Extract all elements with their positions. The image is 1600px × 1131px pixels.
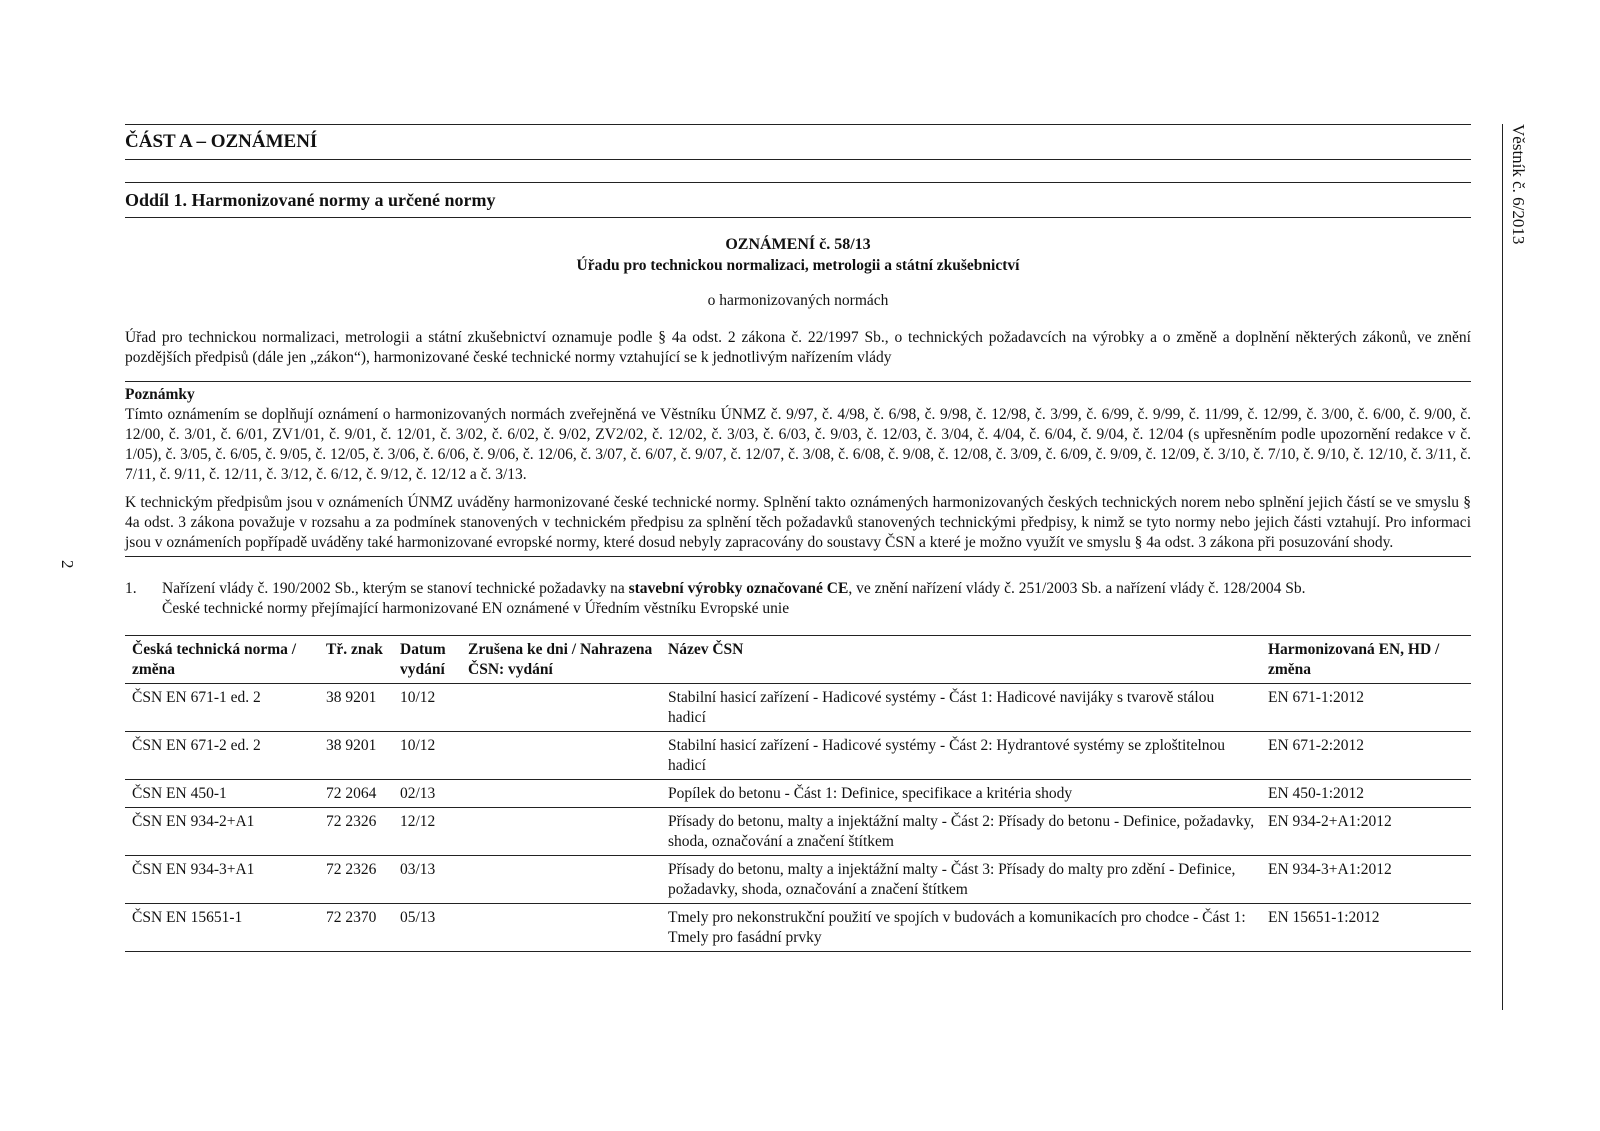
notes-block — [125, 381, 1471, 556]
cell-cancelled — [461, 856, 661, 904]
cell-date: 12/12 — [393, 808, 461, 856]
part-title: ČÁST A – OZNÁMENÍ — [125, 131, 318, 152]
cell-name: Tmely pro nekonstrukční použití ve spojích v budovách a komunikacích pro chodce - Část 1: Tmely pro fasádní prvky — [661, 904, 1261, 952]
cell-harmonized: EN 934-3+A1:2012 — [1261, 856, 1471, 904]
notes-title: Poznámky — [125, 386, 195, 403]
header-harmonized: Harmonizovaná EN, HD / změna — [1261, 636, 1471, 684]
cell-harmonized: EN 15651-1:2012 — [1261, 904, 1471, 952]
cell-name: Přísady do betonu, malty a injektážní malty - Část 2: Přísady do betonu - Definice, požadavky, shoda, označování a značení štítkem — [661, 808, 1261, 856]
cell-norm: ČSN EN 934-3+A1 — [125, 856, 319, 904]
cell-norm: ČSN EN 671-1 ed. 2 — [125, 684, 319, 732]
regulation-text — [162, 579, 1471, 619]
notice-subtitle: o harmonizovaných normách — [707, 292, 889, 309]
table-row — [125, 808, 1471, 856]
cell-date: 10/12 — [393, 684, 461, 732]
cell-class: 72 2326 — [319, 856, 393, 904]
notes-paragraph-2: K technickým předpisům jsou v oznámeních ÚNMZ uváděny harmonizované české technické normy. Splnění takto oznámených harmonizovaných českých technických norem nebo splnění jejich částí se ve smyslu § 4a odst. 3 zákona považuje v rozsahu a za podmínek stanovených v technickém předpisu za splnění těch požadavků stanovených technickými předpisy, k nimž se tyto normy nebo jejich části vztahují. Pro informaci jsou v oznámeních popřípadě uváděny také harmonizované evropské normy, které dosud nebyly zapracovány do soustavy ČSN a které je možno využít ve smyslu § 4a odst. 3 zákona při posuzování shody. — [125, 494, 1471, 551]
cell-date: 02/13 — [393, 780, 461, 808]
cell-date: 10/12 — [393, 732, 461, 780]
table-row — [125, 732, 1471, 780]
cell-class: 72 2326 — [319, 808, 393, 856]
section-title: Oddíl 1. Harmonizované normy a určené normy — [125, 190, 496, 210]
cell-harmonized: EN 934-2+A1:2012 — [1261, 808, 1471, 856]
cell-harmonized: EN 450-1:2012 — [1261, 780, 1471, 808]
regulation-number: 1. — [125, 580, 137, 597]
cell-cancelled — [461, 780, 661, 808]
cell-norm: ČSN EN 671-2 ed. 2 — [125, 732, 319, 780]
notes-paragraph-1: Tímto oznámením se doplňují oznámení o harmonizovaných normách zveřejněná ve Věstníku ÚNMZ č. 9/97, č. 4/98, č. 6/98, č. 9/98, č. 12/98, č. 3/99, č. 6/99, č. 9/99, č. 11/99, č. 12/99, č. 3/00, č. 6/00, č. 9/00, č. 12/00, č. 3/01, č. 6/01, ZV1/01, č. 9/01, č. 12/01, č. 3/02, č. 6/02, č. 9/02, ZV2/02, č. 12/02, č. 3/03, č. 6/03, č. 9/03, č. 12/03, č. 3/04, č. 4/04, č. 6/04, č. 9/04, č. 12/04 (s upřesněním podle upozornění redakce v č. 1/05), č. 3/05, č. 6/05, č. 9/05, č. 12/05, č. 3/06, č. 6/06, č. 9/06, č. 12/06, č. 3/07, č. 6/07, č. 9/07, č. 12/07, č. 3/08, č. 6/08, č. 9/08, č. 12/08, č. 3/09, č. 6/09, č. 9/09, č. 12/09, č. 3/10, č. 7/10, č. 9/10, č. 12/10, č. 3/11, č. 7/11, č. 9/11, č. 12/11, č. 3/12, č. 6/12, č. 9/12, č. 12/12 a č. 3/13. — [125, 406, 1471, 483]
header-name: Název ČSN — [661, 636, 1261, 684]
cell-class: 72 2064 — [319, 780, 393, 808]
notice-intro: Úřad pro technickou normalizaci, metrologii a státní zkušebnictví oznamuje podle § 4a odst. 2 zákona č. 22/1997 Sb., o technických požadavcích na výrobky a o změně a doplnění některých zákonů, ve znění pozdějších předpisů (dále jen „zákon“), harmonizované české technické normy vztahující se k jednotlivým nařízením vlády — [125, 329, 1471, 366]
header-norm: Česká technická norma / změna — [125, 636, 319, 684]
regulation-line-1 — [162, 579, 1471, 599]
cell-cancelled — [461, 684, 661, 732]
cell-date: 03/13 — [393, 856, 461, 904]
regulation-line-2: České technické normy přejímající harmonizované EN oznámené v Úředním věstníku Evropské unie — [162, 600, 790, 617]
norms-table — [125, 635, 1471, 952]
notes-bottom-rule — [125, 556, 1471, 557]
cell-class: 38 9201 — [319, 732, 393, 780]
regulation-item — [125, 579, 1471, 619]
sidebar-rule — [1502, 124, 1503, 1010]
cell-norm: ČSN EN 15651-1 — [125, 904, 319, 952]
cell-name: Stabilní hasicí zařízení - Hadicové systémy - Část 1: Hadicové navijáky s tvarově stálou hadicí — [661, 684, 1261, 732]
cell-harmonized: EN 671-2:2012 — [1261, 732, 1471, 780]
regulation-text-before: Nařízení vlády č. 190/2002 Sb., kterým se stanoví technické požadavky na — [162, 580, 629, 597]
cell-norm: ČSN EN 934-2+A1 — [125, 808, 319, 856]
spacer — [125, 160, 1471, 182]
cell-date: 05/13 — [393, 904, 461, 952]
table-row — [125, 684, 1471, 732]
cell-norm: ČSN EN 450-1 — [125, 780, 319, 808]
journal-label: Věstník č. 6/2013 — [1509, 124, 1528, 245]
cell-cancelled — [461, 904, 661, 952]
table-row — [125, 904, 1471, 952]
notice-heading — [125, 234, 1471, 311]
regulation-text-bold: stavební výrobky označované CE — [628, 580, 849, 597]
page-number: 2 — [58, 560, 77, 569]
notice-office: Úřadu pro technickou normalizaci, metrologii a státní zkušebnictví — [576, 257, 1020, 274]
notice-title: OZNÁMENÍ č. 58/13 — [725, 236, 871, 253]
header-class: Tř. znak — [319, 636, 393, 684]
cell-class: 38 9201 — [319, 684, 393, 732]
table-row — [125, 780, 1471, 808]
section-bottom-rule — [125, 217, 1471, 218]
cell-class: 72 2370 — [319, 904, 393, 952]
cell-harmonized: EN 671-1:2012 — [1261, 684, 1471, 732]
cell-cancelled — [461, 808, 661, 856]
regulation-text-after: , ve znění nařízení vlády č. 251/2003 Sb. a nařízení vlády č. 128/2004 Sb. — [848, 580, 1306, 597]
header-date: Datum vydání — [393, 636, 461, 684]
cell-cancelled — [461, 732, 661, 780]
table-row — [125, 856, 1471, 904]
table-header-row — [125, 636, 1471, 684]
cell-name: Přísady do betonu, malty a injektážní malty - Část 3: Přísady do malty pro zdění - Definice, požadavky, shoda, označování a značení štítkem — [661, 856, 1261, 904]
document-page — [125, 124, 1471, 952]
cell-name: Popílek do betonu - Část 1: Definice, specifikace a kritéria shody — [661, 780, 1261, 808]
cell-name: Stabilní hasicí zařízení - Hadicové systémy - Část 2: Hydrantové systémy se zploštitelnou hadicí — [661, 732, 1261, 780]
header-cancelled: Zrušena ke dni / Nahrazena ČSN: vydání — [461, 636, 661, 684]
